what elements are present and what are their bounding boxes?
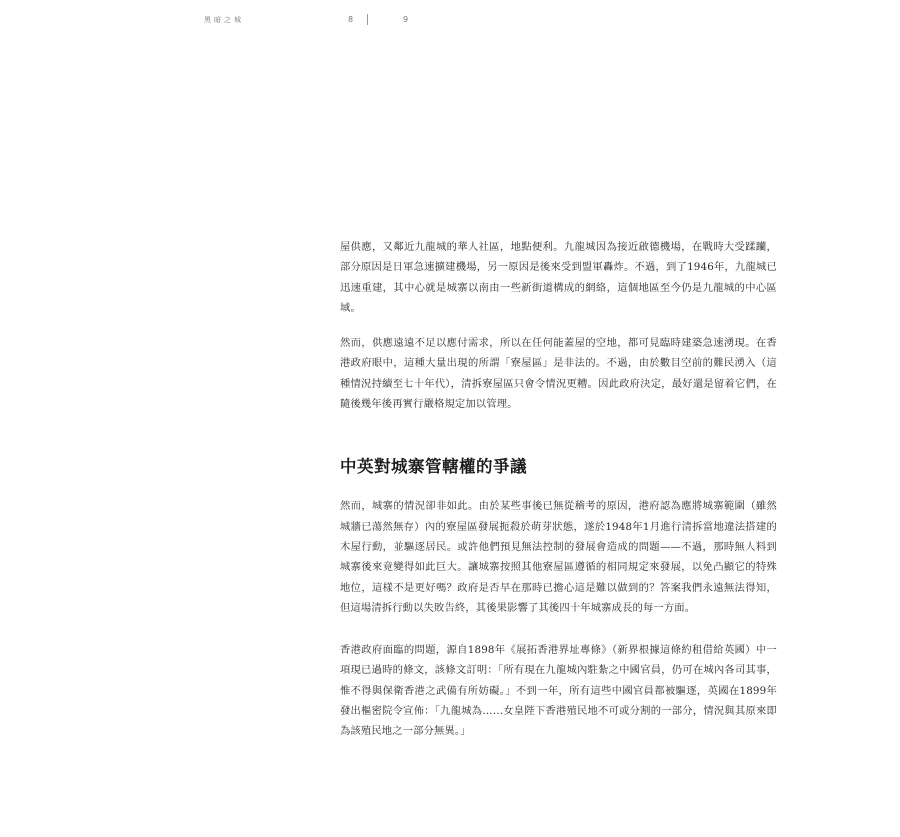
page-number-divider (367, 14, 368, 25)
page-number-left: 8 (348, 15, 354, 24)
body-paragraph: 然而，供應遠遠不足以應付需求，所以在任何能蓋屋的空地，都可見臨時建築急速湧現。在香港政府眼中，這種大量出現的所謂「寮屋區」是非法的。不過，由於數目空前的難民湧入（這種情況持續至七十年代），清拆寮屋區只會令情況更糟。因此政府決定，最好還是留着它們，在隨後幾年後再實行嚴格規定加以管理。 (340, 337, 777, 411)
body-paragraph: 然而，城寨的情況卻非如此。由於某些事後已無從稽考的原因，港府認為應將城寨範圍（雖然城牆已蕩然無存）內的寮屋區發展扼殺於萌芽狀態，遂於1948年1月進行清拆當地違法搭建的木屋行動，並驅逐居民。或許他們預見無法控制的發展會造成的問題——不過，那時無人料到城寨後來竟變得如此巨大。讓城寨按照其他寮屋區遵循的相同規定來發展，以免凸顯它的特殊地位，這樣不是更好嗎？政府是否早在那時已擔心這是難以做到的？答案我們永遠無法得知，但這場清拆行動以失敗告終，其後果影響了其後四十年城寨成長的每一方面。 (340, 500, 777, 614)
body-paragraph: 屋供應，又鄰近九龍城的華人社區，地點便利。九龍城因為接近啟德機場，在戰時大受蹂躪，部分原因是日軍急速擴建機場，另一原因是後來受到盟軍轟炸。不過，到了1946年，九龍城已迅速重建，其中心就是城寨以南由一些新街道構成的網絡，這個地區至今仍是九龍城的中心區域。 (340, 241, 777, 314)
running-title: 黑暗之城 (204, 16, 244, 24)
page-number-right: 9 (403, 15, 409, 24)
body-paragraph: 香港政府面臨的問題，源自1898年《展拓香港界址專條》（新界根據這條約租借給英國）中一項現已過時的條文，該條文訂明：「所有現在九龍城內駐紮之中國官員，仍可在城內各司其事，惟不得與保衛香港之武備有所妨礙。」不到一年，所有這些中國官員都被驅逐，英國在1899年發出樞密院令宣佈：「九龍城為……女皇陛下香港殖民地不可或分割的一部分，情況與其原來即為該殖民地之一部分無異。」 (340, 644, 777, 738)
section-heading: 中英對城寨管轄權的爭議 (340, 457, 527, 477)
page-body (340, 237, 777, 757)
